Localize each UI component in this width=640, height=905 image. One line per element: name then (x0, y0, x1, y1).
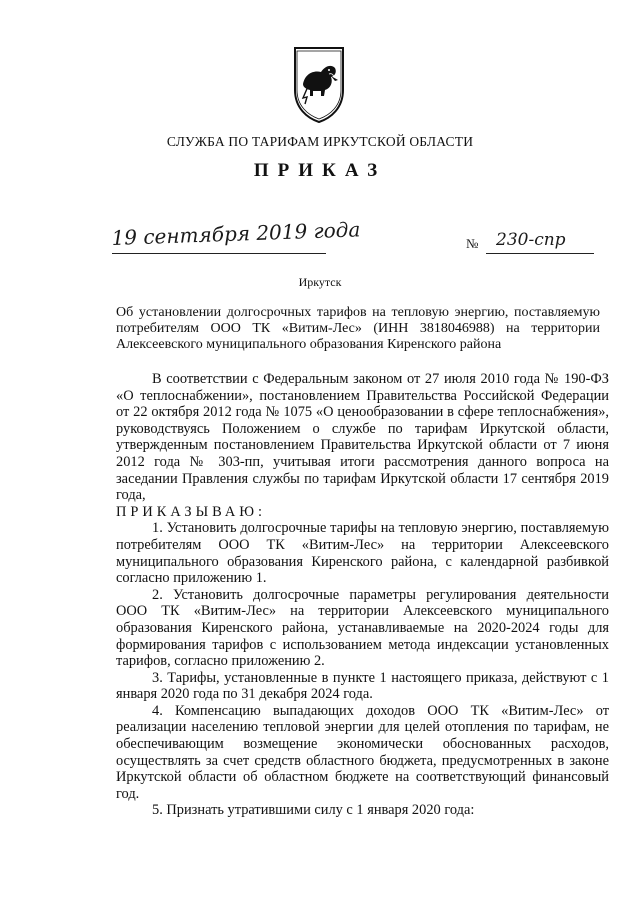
number-sign: № (466, 236, 479, 251)
number-underline (486, 253, 594, 254)
document-number: 230-спр (496, 230, 566, 250)
document-subject: Об установлении долгосрочных тарифов на тепловую энергию, поставляемую потребителям ООО ТК «Витим-Лес» (ИНН 3818046988) на территории Алексеевского муниципального образования Киренского района (116, 305, 600, 352)
document-date: 19 сентября 2019 года (111, 217, 361, 250)
preamble-paragraph: В соответствии с Федеральным законом от 27 июля 2010 года № 190-ФЗ «О теплоснабжении», постановлением Правительства Российской Федерации от 22 октября 2012 года № 1075 «О ценообразовании в сфере теплоснабжения», руководствуясь Положением о службе по тарифам Иркутской области, утвержденным постановлением Правительства Иркутской области от 7 июня 2012 года № 303-пп, учитывая итоги рассмотрения данного вопроса на заседании Правления службы по тарифам Иркутской области 17 сентября 2019 года, (116, 371, 609, 504)
document-body (116, 371, 609, 819)
order-item-5: 5. Признать утратившими силу с 1 января 2020 года: (152, 802, 475, 819)
date-underline (112, 253, 326, 254)
order-item-3: 3. Тарифы, установленные в пункте 1 настоящего приказа, действуют с 1 января 2020 года по 31 декабря 2024 года. (116, 669, 609, 703)
order-item-1: 1. Установить долгосрочные тарифы на тепловую энергию, поставляемую потребителям ООО ТК «Витим-Лес» на территории Алексеевского муниципального образования Киренского района, с календарной разбивкой согласно приложению 1. (116, 520, 609, 587)
order-item-2: 2. Установить долгосрочные параметры регулирования деятельности ООО ТК «Витим-Лес» на территории Алексеевского муниципального образования Киренского района, устанавливаемые на 2020-2024 годы для формирования тарифов с использованием метода индексации установленных тарифов, согласно приложению 2. (116, 586, 609, 670)
coat-of-arms-icon (291, 44, 347, 124)
city-name: Иркутск (298, 275, 342, 289)
document-title: ПРИКАЗ (253, 160, 387, 181)
order-word: ПРИКАЗЫВАЮ: (116, 503, 267, 520)
order-item-4: 4. Компенсацию выпадающих доходов ООО ТК «Витим-Лес» от реализации населению тепловой энергии для целей отопления по тарифам, не обеспечивающим возмещение экономически обоснованных расходов, осуществлять за счет средств областного бюджета, предусмотренных в законе Иркутской области об областном бюджете на соответствующий финансовый год. (116, 702, 609, 802)
agency-name: СЛУЖБА ПО ТАРИФАМ ИРКУТСКОЙ ОБЛАСТИ (166, 134, 474, 149)
